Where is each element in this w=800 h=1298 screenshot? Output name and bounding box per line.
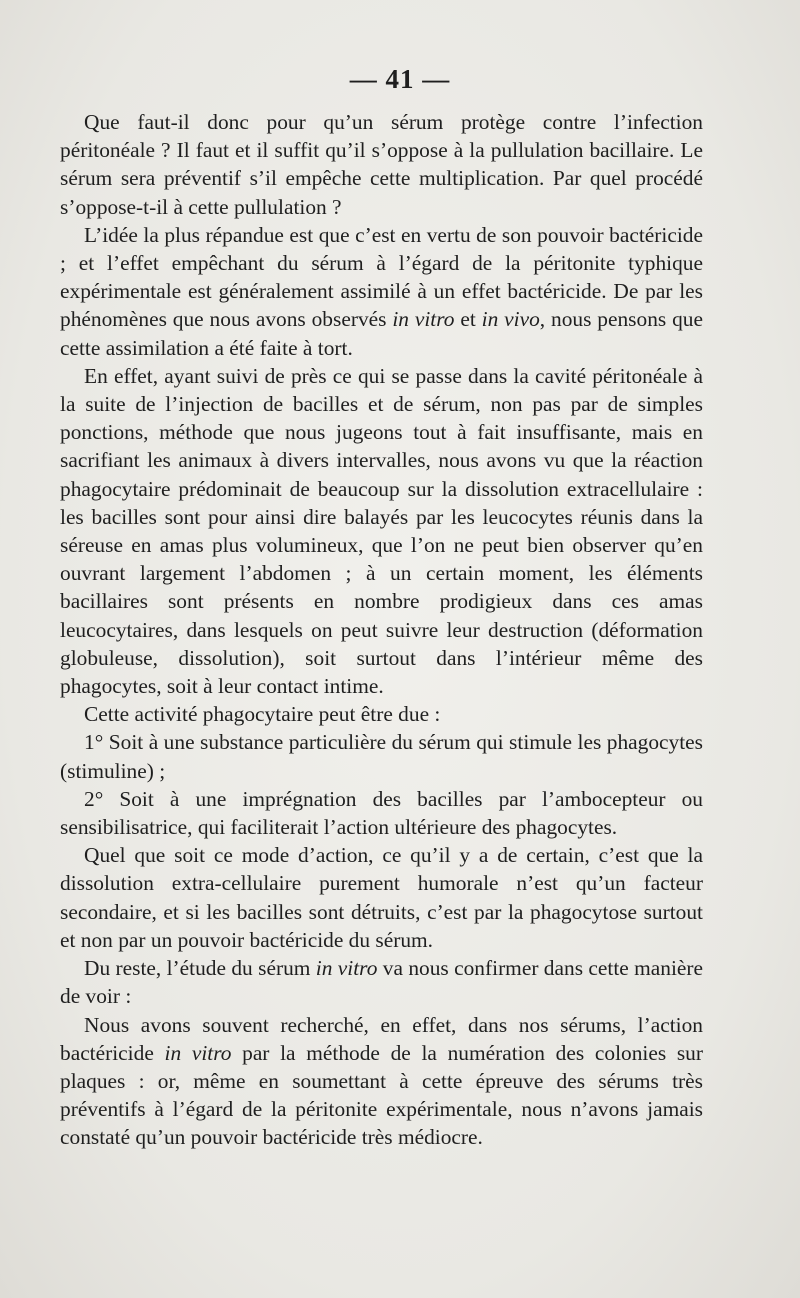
text-run: , nous pensons que cette assimilation a été faite à tort. [60,307,703,360]
text-run: Cette activité phagocytaire peut être due : [84,702,441,727]
text-run: 1° Soit à une substance particulière du sérum qui stimule les phagocytes (stimuline) ; [60,730,703,783]
text-run: Du reste, l’étude du sérum [84,956,316,981]
text-run: En effet, ayant suivi de près ce qui se passe dans la cavité péritonéale à la suite de l’injection de bacilles et de sérum, non pas par de simples ponctions, méthode que nous jugeons tout à fait insuffisante, mais en sacrifiant les animaux à divers intervalles, nous avons vu que la réaction phagocytaire prédominait de beaucoup sur la dissolution extracellulaire : les bacilles sont pour ainsi dire balayés par les leucocytes réunis dans la séreuse en amas plus volumineux, que l’on ne peut bien observer qu’en ouvrant largement l’abdomen ; à un certain moment, les éléments bacillaires sont présents en nombre prodigieux dans ces amas leucocytaires, dans lesquels on peut suivre leur destruction (déformation globuleuse, dissolution), soit surtout dans l’intérieur même des phagocytes, soit à leur contact intime. [60,363,703,699]
paragraph [60,728,703,784]
paragraph [60,954,703,1010]
text-run: 2° Soit à une imprégnation des bacilles par l’ambocepteur ou sensibilisatrice, qui faciliterait l’action ultérieure des phagocytes. [60,786,703,840]
body-text [60,108,703,1152]
text-run: par la méthode de la numération des colonies sur plaques : or, même en soumettant à cette épreuve des sérums très préventifs à l’égard de la péritonite expérimentale, nous n’avons jamais constaté qu’un pouvoir bactéricide très médiocre. [60,1040,703,1150]
paragraph [60,841,703,954]
paragraph [60,362,703,700]
italic-text: in vivo [481,307,540,332]
paragraph [60,221,703,362]
text-run: Quel que soit ce mode d’action, ce qu’il y a de certain, c’est que la dissolution extra-cellulaire purement humorale n’est qu’un facteur secondaire, et si les bacilles sont détruits, c’est par la phagocytose surtout et non par un pouvoir bactéricide du sérum. [60,843,703,952]
text-run: va nous confirmer dans cette manière de voir : [60,956,704,1009]
page-number: — 41 — [349,64,451,94]
italic-text: in vitro [164,1040,232,1065]
italic-text: in vitro [315,956,378,981]
paragraph [60,1011,703,1152]
paragraph [60,108,703,221]
paragraph [60,700,703,728]
text-run: et [454,307,482,332]
italic-text: in vitro [392,307,455,332]
text-run: Nous avons souvent recherché, en effet, dans nos sérums, l’action bactéricide [60,1012,703,1065]
text-run: L’idée la plus répandue est que c’est en vertu de son pouvoir bactéricide ; et l’effet empêchant du sérum à l’égard de la péritonite typhique expérimentale est généralement assimilé à un effet bactéricide. De par les phénomènes que nous avons observés [60,222,703,332]
text-run: Que faut-il donc pour qu’un sérum protège contre l’infection péritonéale ? Il faut et il suffit qu’il s’oppose à la pullulation bacillaire. Le sérum sera préventif s’il empêche cette multiplication. Par quel procédé s’oppose-t-il à cette pullulation ? [60,110,703,219]
paragraph [60,785,703,841]
